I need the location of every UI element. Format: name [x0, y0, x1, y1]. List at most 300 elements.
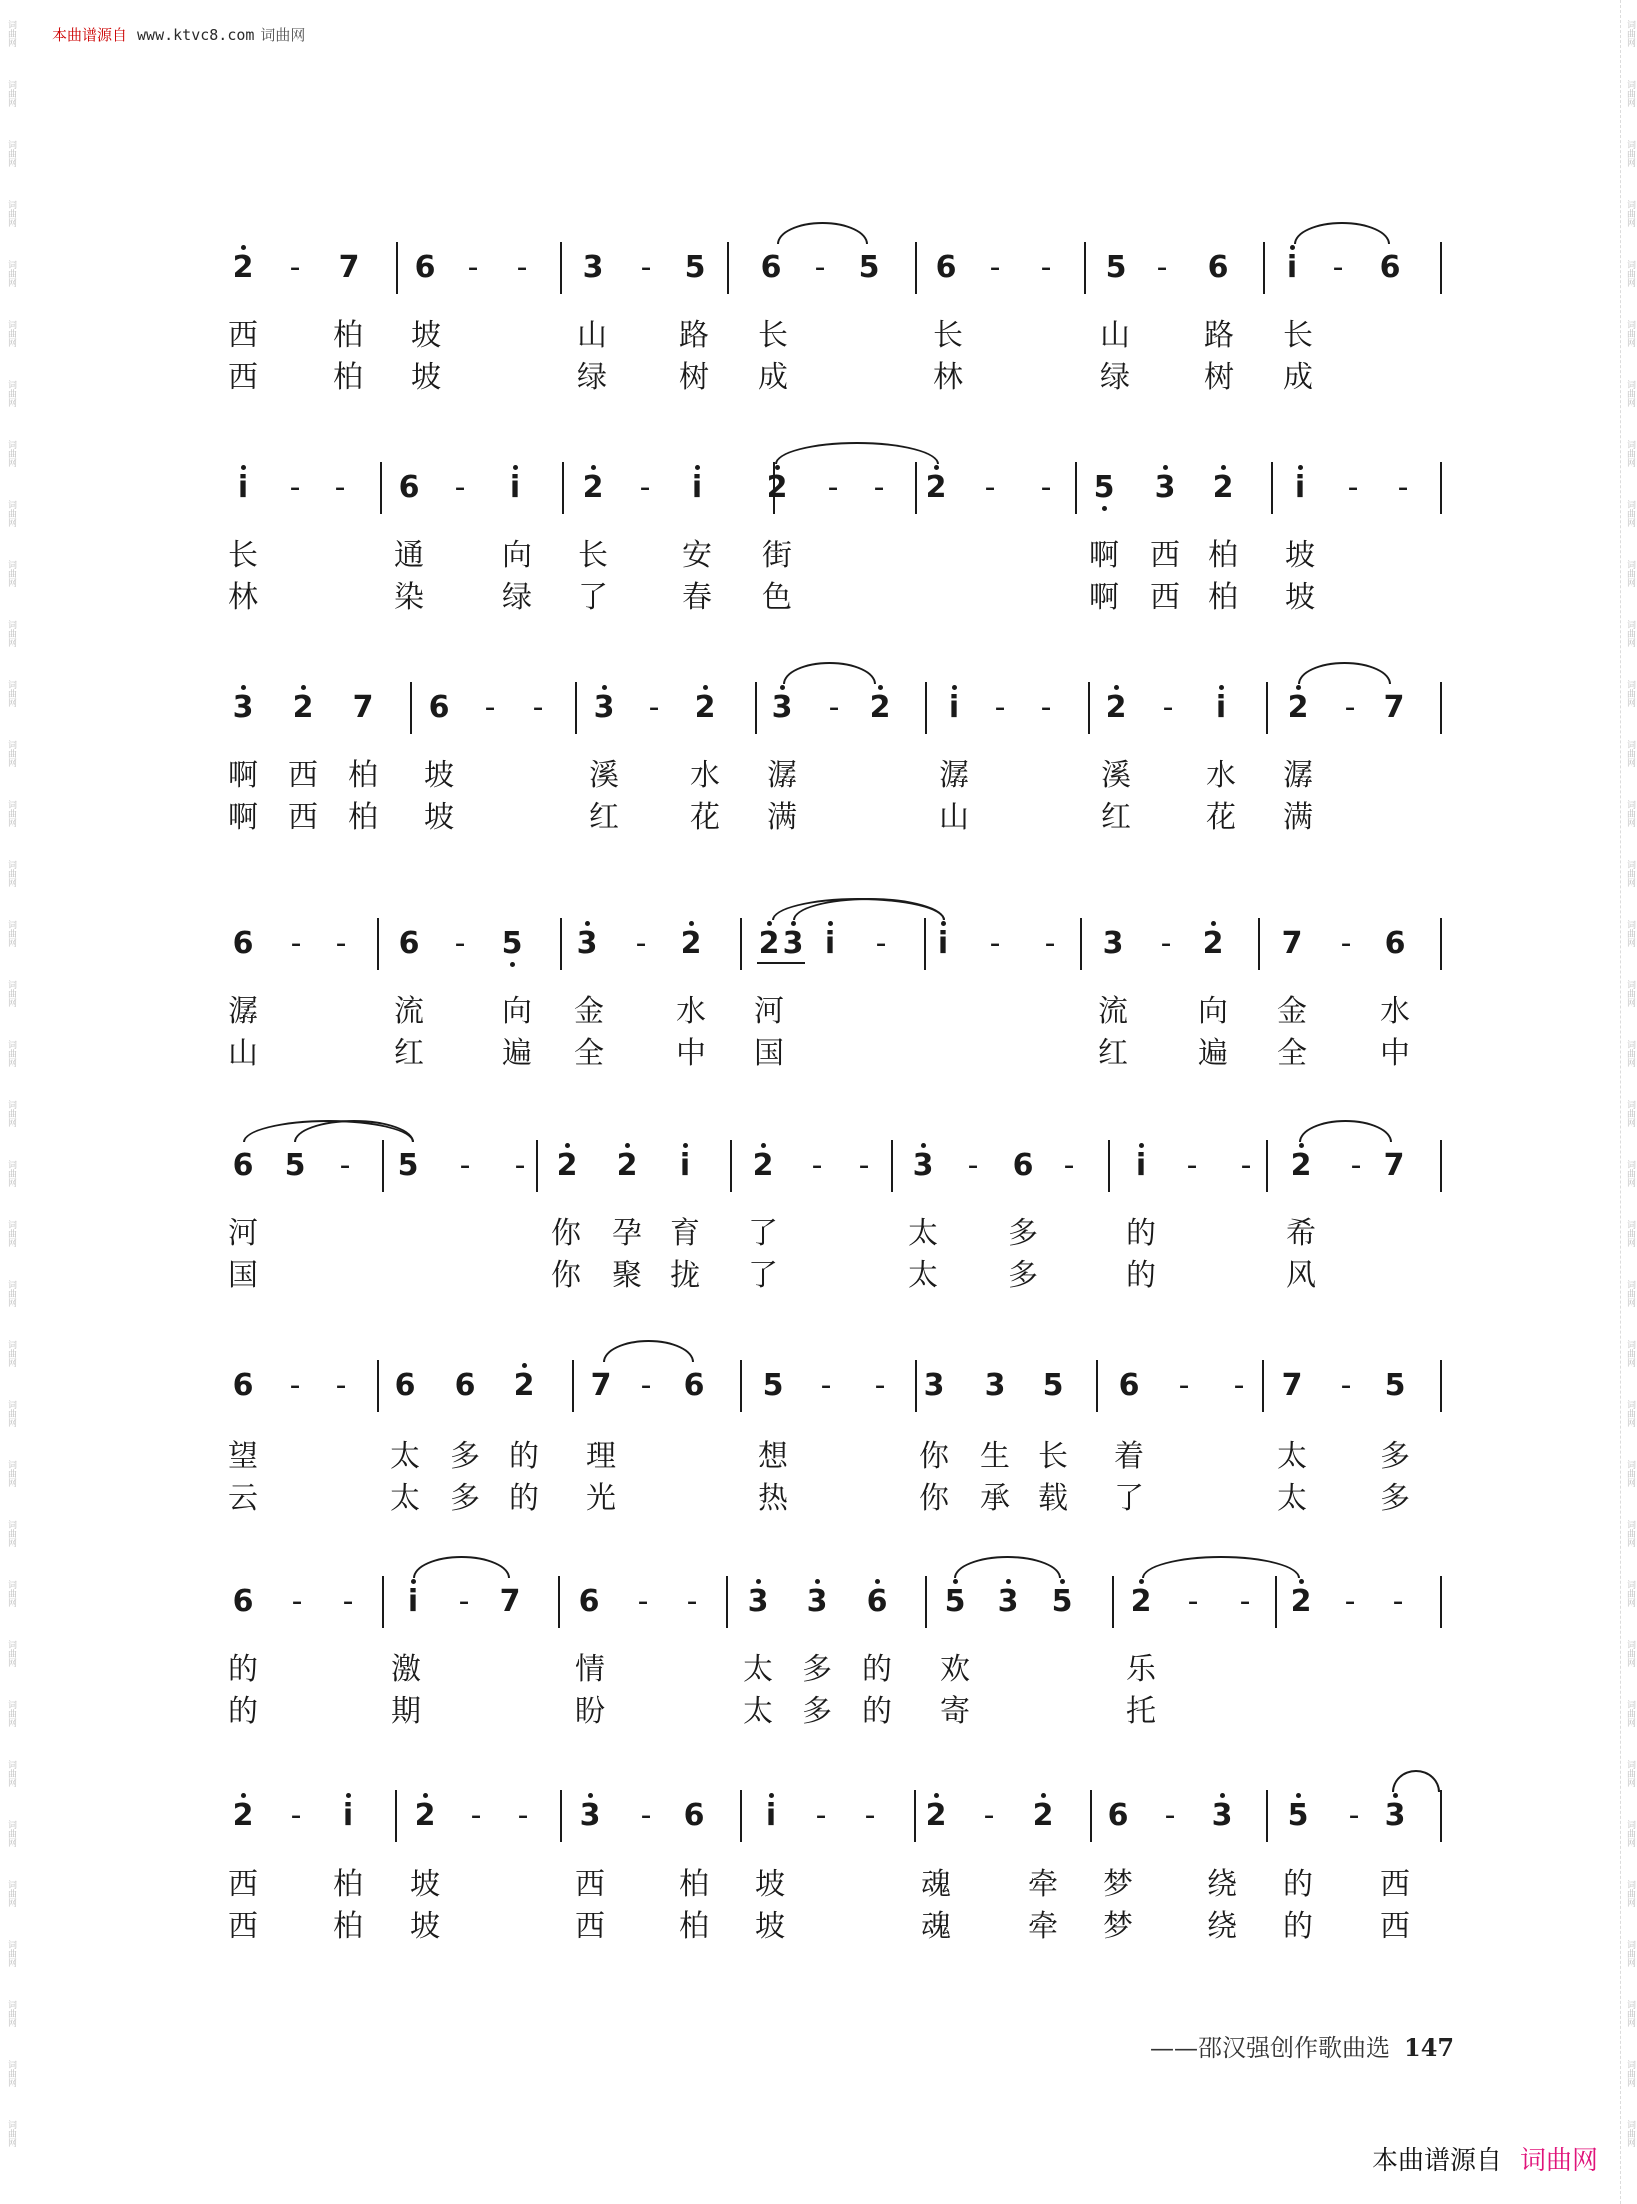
watermark-text: 词曲网: [1625, 800, 1635, 827]
note: i: [1285, 468, 1315, 508]
lyric-verse1: 路: [1204, 318, 1234, 353]
lyric-verse2: 花: [1206, 800, 1236, 835]
watermark-text: 词曲网: [1625, 200, 1635, 227]
note-dash: -: [291, 1584, 303, 1619]
header-source-label: 本曲谱源自: [52, 26, 128, 44]
lyric-verse2: 柏: [348, 800, 378, 835]
watermark-text: 词曲网: [6, 1340, 16, 1367]
note: 3: [778, 924, 808, 964]
lyric-verse2: 啊: [1089, 580, 1119, 615]
watermark-text: 词曲网: [6, 200, 16, 227]
watermark-text: 词曲网: [1625, 2000, 1635, 2027]
page-number: 147: [1404, 2033, 1455, 2062]
note: 2: [1286, 1582, 1316, 1622]
lyric-verse1: 的: [862, 1652, 892, 1687]
note: 3: [1102, 926, 1124, 961]
lyric-verse1: 太: [743, 1652, 773, 1687]
lyric-verse2: 盼: [575, 1694, 605, 1729]
note: 2: [509, 1366, 539, 1406]
lyric-verse1: 山: [577, 318, 607, 353]
note-dash: -: [1160, 926, 1172, 961]
lyric-verse1: 河: [228, 1216, 258, 1251]
watermark-text: 词曲网: [6, 440, 16, 467]
lyric-verse1: 长: [933, 318, 963, 353]
barline: [382, 1140, 384, 1192]
watermark-text: 词曲网: [1625, 1160, 1635, 1187]
barline: [558, 1576, 560, 1628]
watermark-text: 词曲网: [6, 2060, 16, 2087]
watermark-text: 词曲网: [6, 920, 16, 947]
note: 2: [288, 688, 318, 728]
note: 6: [683, 1368, 705, 1403]
lyric-verse2: 满: [767, 800, 797, 835]
watermark-text: 词曲网: [6, 1220, 16, 1247]
watermark-text: 词曲网: [6, 320, 16, 347]
slur: [1142, 1556, 1300, 1578]
barline: [925, 1576, 927, 1628]
note-dash: -: [467, 250, 479, 285]
watermark-text: 词曲网: [1625, 20, 1635, 47]
lyric-verse2: 太: [390, 1481, 420, 1516]
note-dash: -: [458, 1584, 470, 1619]
note: i: [228, 468, 258, 508]
lyric-verse2: 多: [450, 1481, 480, 1516]
note: 2: [676, 924, 706, 964]
lyric-verse1: 的: [509, 1439, 539, 1474]
barline: [562, 462, 564, 514]
slur: [603, 1340, 694, 1362]
lyric-verse2: 山: [228, 1036, 258, 1071]
note: 6: [1384, 926, 1406, 961]
lyric-verse2: 寄: [940, 1694, 970, 1729]
watermark-text: 词曲网: [6, 500, 16, 527]
lyric-verse2: 林: [228, 580, 258, 615]
note-dash: -: [334, 470, 346, 505]
lyric-verse2: 西: [575, 1909, 605, 1944]
note: i: [500, 468, 530, 508]
lyric-verse1: 长: [758, 318, 788, 353]
lyric-verse2: 红: [589, 800, 619, 835]
watermark-text: 词曲网: [6, 380, 16, 407]
watermark-text: 词曲网: [6, 2120, 16, 2147]
barline: [1440, 918, 1442, 970]
barline: [740, 1360, 742, 1412]
lyric-verse1: 多: [450, 1439, 480, 1474]
note: 2: [921, 468, 951, 508]
watermark-text: 词曲网: [1625, 1280, 1635, 1307]
note-dash: -: [470, 1798, 482, 1833]
watermark-text: 词曲网: [1625, 620, 1635, 647]
note: 2: [921, 1796, 951, 1836]
note: 5: [858, 250, 880, 285]
note-dash: -: [1347, 470, 1359, 505]
lyric-verse2: 太: [743, 1694, 773, 1729]
watermark-text: 词曲网: [1625, 1400, 1635, 1427]
lyric-verse1: 魂: [921, 1867, 951, 1902]
lyric-verse1: 柏: [1208, 538, 1238, 573]
lyric-verse1: 坡: [1285, 538, 1315, 573]
watermark-text: 词曲网: [1625, 260, 1635, 287]
note-dash: -: [289, 250, 301, 285]
note: i: [1277, 248, 1307, 288]
lyric-verse2: 树: [1204, 360, 1234, 395]
lyric-verse1: 太: [1277, 1439, 1307, 1474]
note-dash: -: [517, 1798, 529, 1833]
note-dash: -: [514, 1148, 526, 1183]
note: 2: [690, 688, 720, 728]
barline: [1440, 682, 1442, 734]
watermark-text: 词曲网: [6, 20, 16, 47]
barline: [915, 462, 917, 514]
lyric-verse2: 梦: [1103, 1909, 1133, 1944]
note-dash: -: [1040, 470, 1052, 505]
note: 6: [232, 1368, 254, 1403]
watermark-text: 词曲网: [6, 1160, 16, 1187]
barline: [1266, 1140, 1268, 1192]
lyric-verse2: 柏: [333, 360, 363, 395]
lyric-verse2: 西: [1150, 580, 1180, 615]
lyric-verse1: 金: [1277, 994, 1307, 1029]
note-dash: -: [1040, 250, 1052, 285]
lyric-verse1: 激: [391, 1652, 421, 1687]
note: 7: [590, 1368, 612, 1403]
lyric-verse2: 国: [754, 1036, 784, 1071]
footer: [1150, 2028, 1454, 2063]
slur: [783, 662, 876, 684]
lyric-verse1: 坡: [410, 1867, 440, 1902]
header-url-link[interactable]: www.ktvc8.com: [137, 26, 255, 44]
barline: [925, 682, 927, 734]
note-dash: -: [1186, 1148, 1198, 1183]
barline: [1440, 1140, 1442, 1192]
barline: [914, 1790, 916, 1842]
note-dash: -: [864, 1798, 876, 1833]
watermark-text: 词曲网: [1625, 1880, 1635, 1907]
lyric-verse1: 坡: [755, 1867, 785, 1902]
note-dash: -: [1178, 1368, 1190, 1403]
watermark-text: 词曲网: [1625, 980, 1635, 1007]
barline: [1266, 1790, 1268, 1842]
watermark-text: 词曲网: [1625, 1700, 1635, 1727]
barline: [1440, 462, 1442, 514]
lyric-verse1: 水: [690, 758, 720, 793]
barline: [380, 462, 382, 514]
note: 2: [228, 248, 258, 288]
watermark-strip-right: [1620, 0, 1635, 2204]
watermark-text: 词曲网: [6, 1880, 16, 1907]
note: 2: [1101, 688, 1131, 728]
note: 5: [940, 1582, 970, 1622]
note: 3: [582, 250, 604, 285]
note: 5: [1042, 1368, 1064, 1403]
note: 6: [428, 690, 450, 725]
lyric-verse2: 绿: [1100, 360, 1130, 395]
barline: [575, 682, 577, 734]
note: 6: [1012, 1148, 1034, 1183]
lyric-verse1: 潺: [767, 758, 797, 793]
lyric-verse1: 向: [502, 994, 532, 1029]
lyric-verse1: 西: [228, 318, 258, 353]
note-dash: -: [994, 690, 1006, 725]
lyric-verse1: 潺: [228, 994, 258, 1029]
watermark-text: 词曲网: [1625, 740, 1635, 767]
watermark-text: 词曲网: [6, 560, 16, 587]
barline: [382, 1576, 384, 1628]
note: 6: [862, 1582, 892, 1622]
book-title: ——邵汉强创作歌曲选: [1150, 2034, 1390, 2062]
note: 2: [754, 924, 784, 964]
note-dash: -: [1164, 1798, 1176, 1833]
note-dash: -: [1156, 250, 1168, 285]
barline: [727, 242, 729, 294]
note-dash: -: [289, 1368, 301, 1403]
barline: [560, 1790, 562, 1842]
lyric-verse2: 啊: [228, 800, 258, 835]
watermark-text: 词曲网: [1625, 1340, 1635, 1367]
note: 6: [683, 1798, 705, 1833]
note: 6: [232, 926, 254, 961]
lyric-verse1: 望: [228, 1439, 258, 1474]
barline: [740, 1790, 742, 1842]
lyric-verse1: 孕: [612, 1216, 642, 1251]
note: i: [1206, 688, 1236, 728]
note-dash: -: [1392, 1584, 1404, 1619]
lyric-verse2: 坡: [755, 1909, 785, 1944]
note: 7: [1383, 690, 1405, 725]
note: i: [682, 468, 712, 508]
note: 5: [1047, 1582, 1077, 1622]
lyric-verse2: 的: [228, 1694, 258, 1729]
note: 5: [1283, 1796, 1313, 1836]
note-dash: -: [532, 690, 544, 725]
note: 2: [1208, 468, 1238, 508]
barline: [1440, 242, 1442, 294]
lyric-verse2: 载: [1038, 1481, 1068, 1516]
lyric-verse2: 坡: [1285, 580, 1315, 615]
lyric-verse1: 着: [1114, 1439, 1144, 1474]
barline: [1440, 1360, 1442, 1412]
note: 2: [552, 1146, 582, 1186]
barline: [915, 242, 917, 294]
note: 3: [1207, 1796, 1237, 1836]
note: 2: [578, 468, 608, 508]
lyric-verse1: 街: [762, 538, 792, 573]
barline: [915, 1360, 917, 1412]
lyric-verse2: 成: [1283, 360, 1313, 395]
lyric-verse1: 长: [1038, 1439, 1068, 1474]
watermark-text: 词曲网: [1625, 500, 1635, 527]
barline: [1266, 682, 1268, 734]
watermark-text: 词曲网: [6, 1400, 16, 1427]
lyric-verse2: 光: [586, 1481, 616, 1516]
lyric-verse1: 的: [228, 1652, 258, 1687]
note-dash: -: [1340, 926, 1352, 961]
barline: [1088, 682, 1090, 734]
watermark-text: 词曲网: [1625, 1220, 1635, 1247]
lyric-verse2: 遍: [1198, 1036, 1228, 1071]
watermark-text: 词曲网: [1625, 1820, 1635, 1847]
lyric-verse1: 长: [578, 538, 608, 573]
note: 5: [684, 250, 706, 285]
lyric-verse1: 山: [1100, 318, 1130, 353]
note-dash: -: [875, 926, 887, 961]
note-dash: -: [1350, 1148, 1362, 1183]
lyric-verse2: 柏: [679, 1909, 709, 1944]
lyric-verse1: 西: [1380, 1867, 1410, 1902]
note-dash: -: [1040, 690, 1052, 725]
lyric-verse1: 啊: [228, 758, 258, 793]
barline: [1090, 1790, 1092, 1842]
note: 6: [935, 250, 957, 285]
lyric-verse1: 太: [390, 1439, 420, 1474]
watermark-text: 词曲网: [1625, 2120, 1635, 2147]
note-dash: -: [516, 250, 528, 285]
watermark-text: 词曲网: [6, 1100, 16, 1127]
note: 2: [1028, 1796, 1058, 1836]
lyric-verse2: 中: [1380, 1036, 1410, 1071]
barline: [396, 242, 398, 294]
lyric-verse2: 绿: [502, 580, 532, 615]
note: 3: [802, 1582, 832, 1622]
note-dash: -: [1340, 1368, 1352, 1403]
note-dash: -: [290, 1798, 302, 1833]
slur: [954, 1556, 1061, 1578]
watermark-text: 词曲网: [6, 80, 16, 107]
lyric-verse1: 西: [575, 1867, 605, 1902]
watermark-text: 词曲网: [6, 680, 16, 707]
note: 2: [1198, 924, 1228, 964]
lyric-verse2: 拢: [670, 1258, 700, 1293]
watermark-text: 词曲网: [6, 740, 16, 767]
lyric-verse2: 染: [394, 580, 424, 615]
note-dash: -: [289, 470, 301, 505]
corner-site-link[interactable]: 词曲网: [1520, 2146, 1599, 2176]
slur: [1298, 662, 1391, 684]
watermark-text: 词曲网: [6, 1460, 16, 1487]
note-dash: -: [1162, 690, 1174, 725]
note: 7: [1281, 1368, 1303, 1403]
note: i: [939, 688, 969, 728]
note: 7: [352, 690, 374, 725]
note: 6: [414, 250, 436, 285]
lyric-verse2: 国: [228, 1258, 258, 1293]
lyric-verse2: 牵: [1028, 1909, 1058, 1944]
note: 3: [572, 924, 602, 964]
note-dash: -: [339, 1148, 351, 1183]
note: 6: [760, 250, 782, 285]
note: 5: [1384, 1368, 1406, 1403]
lyric-verse2: 了: [748, 1258, 778, 1293]
lyric-verse2: 全: [574, 1036, 604, 1071]
watermark-text: 词曲网: [1625, 2060, 1635, 2087]
watermark-text: 词曲网: [1625, 320, 1635, 347]
lyric-verse1: 坡: [411, 318, 441, 353]
watermark-text: 词曲网: [6, 1940, 16, 1967]
lyric-verse1: 柏: [333, 318, 363, 353]
lyric-verse2: 山: [939, 800, 969, 835]
lyric-verse1: 欢: [940, 1652, 970, 1687]
barline: [1075, 462, 1077, 514]
barline: [730, 1140, 732, 1192]
note: 2: [1126, 1582, 1156, 1622]
watermark-text: 词曲网: [1625, 1640, 1635, 1667]
header-site-name: 词曲网: [260, 26, 306, 44]
note-dash: -: [1187, 1584, 1199, 1619]
note-dash: -: [874, 1368, 886, 1403]
note-dash: -: [640, 1368, 652, 1403]
barline: [924, 918, 926, 970]
lyric-verse1: 情: [575, 1652, 605, 1687]
lyric-verse1: 流: [1098, 994, 1128, 1029]
note-dash: -: [454, 470, 466, 505]
lyric-verse2: 的: [509, 1481, 539, 1516]
note: 6: [578, 1584, 600, 1619]
lyric-verse1: 向: [1198, 994, 1228, 1029]
note: 6: [1107, 1798, 1129, 1833]
lyric-verse1: 向: [502, 538, 532, 573]
lyric-verse1: 路: [679, 318, 709, 353]
watermark-text: 词曲网: [1625, 920, 1635, 947]
note: 3: [908, 1146, 938, 1186]
barline: [536, 1140, 538, 1192]
slur: [1299, 1120, 1392, 1142]
lyric-verse2: 柏: [333, 1909, 363, 1944]
note: 7: [338, 250, 360, 285]
note: 6: [1207, 250, 1229, 285]
watermark-text: 词曲网: [6, 980, 16, 1007]
lyric-verse2: 满: [1283, 800, 1313, 835]
note: 2: [748, 1146, 778, 1186]
barline: [1275, 1576, 1277, 1628]
watermark-text: 词曲网: [1625, 1040, 1635, 1067]
lyric-verse2: 全: [1277, 1036, 1307, 1071]
note-dash: -: [827, 470, 839, 505]
watermark-text: 词曲网: [1625, 1460, 1635, 1487]
watermark-text: 词曲网: [6, 140, 16, 167]
note: 6: [232, 1148, 254, 1183]
note: 7: [1383, 1148, 1405, 1183]
lyric-verse1: 柏: [679, 1867, 709, 1902]
note: i: [815, 924, 845, 964]
barline: [755, 682, 757, 734]
note-dash: -: [1397, 470, 1409, 505]
lyric-verse2: 红: [1098, 1036, 1128, 1071]
note-dash: -: [984, 470, 996, 505]
note-dash: -: [811, 1148, 823, 1183]
lyric-verse1: 柏: [348, 758, 378, 793]
lyric-verse2: 的: [862, 1694, 892, 1729]
note-dash: -: [635, 926, 647, 961]
note-dash: -: [1240, 1148, 1252, 1183]
slur: [775, 442, 939, 464]
note: 6: [454, 1368, 476, 1403]
note-dash: -: [814, 250, 826, 285]
watermark-text: 词曲网: [1625, 680, 1635, 707]
lyric-verse1: 你: [551, 1216, 581, 1251]
lyric-verse2: 红: [1101, 800, 1131, 835]
note: i: [333, 1796, 363, 1836]
barline: [377, 1360, 379, 1412]
lyric-verse2: 中: [676, 1036, 706, 1071]
note-dash: -: [989, 926, 1001, 961]
watermark-text: 词曲网: [6, 860, 16, 887]
lyric-verse1: 通: [394, 538, 424, 573]
watermark-text: 词曲网: [6, 2000, 16, 2027]
lyric-verse2: 坡: [411, 360, 441, 395]
lyric-verse1: 柏: [333, 1867, 363, 1902]
lyric-verse1: 乐: [1126, 1652, 1156, 1687]
lyric-verse2: 了: [1114, 1481, 1144, 1516]
